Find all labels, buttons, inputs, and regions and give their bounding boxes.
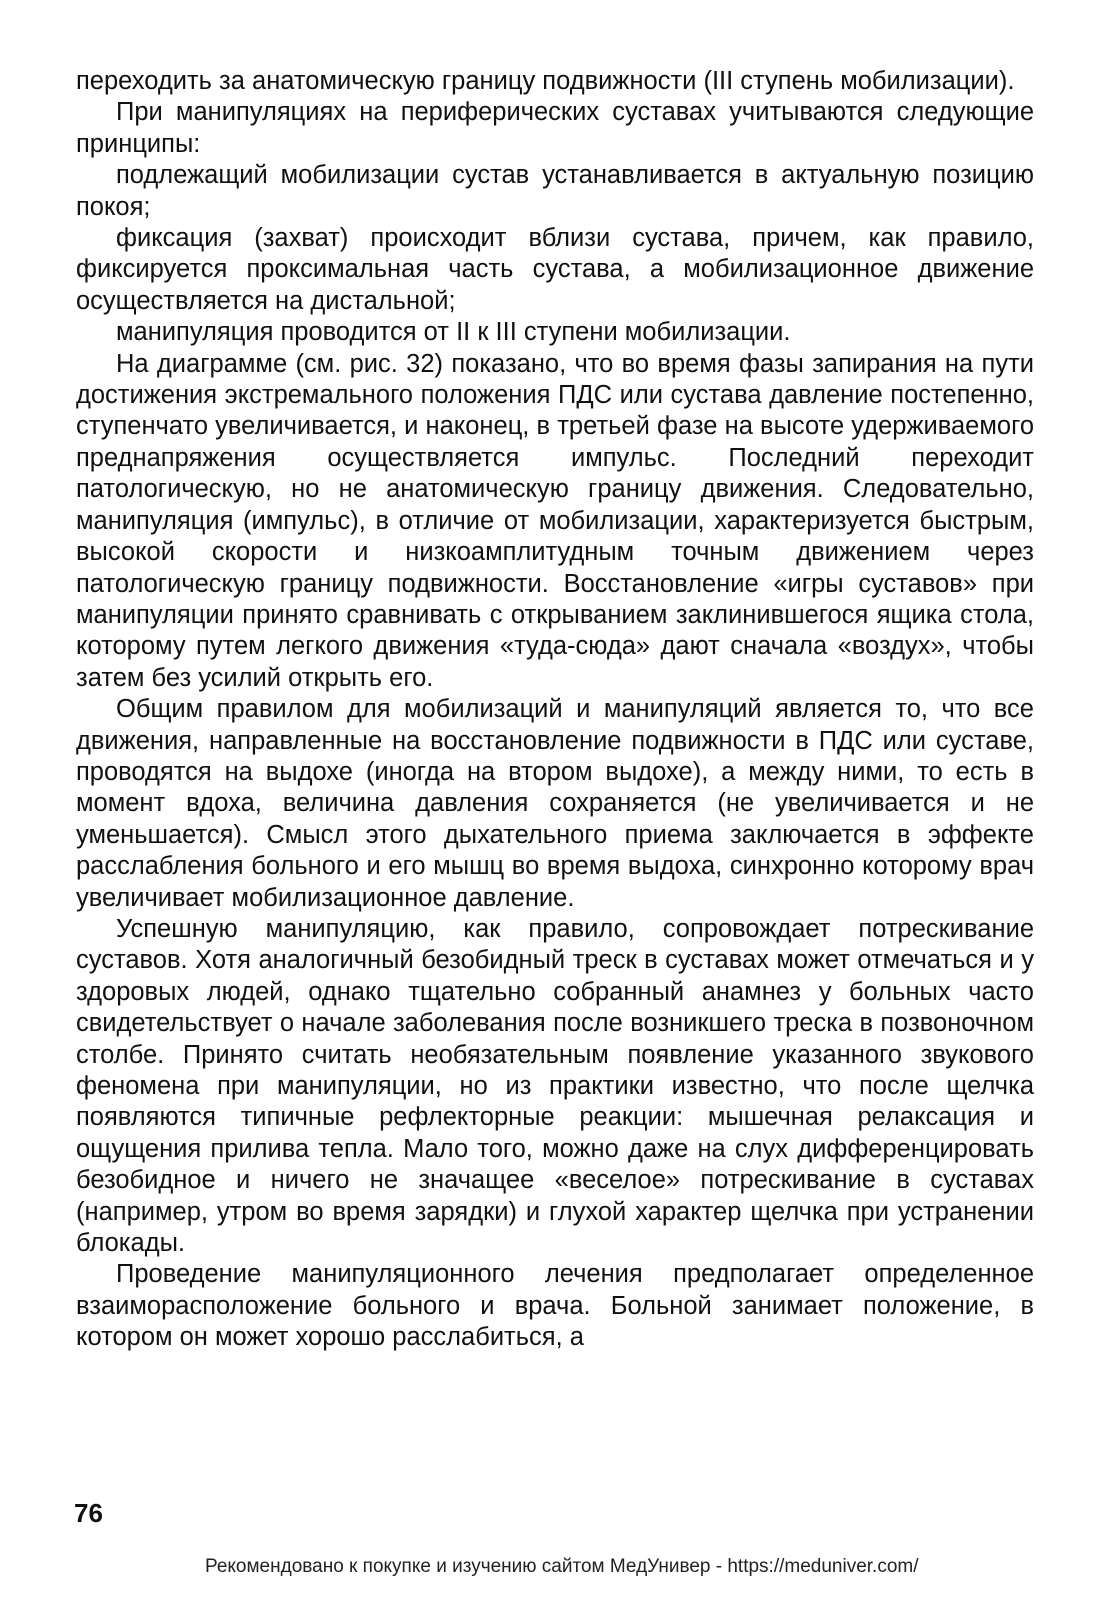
paragraph-principles-intro: При манипуляциях на периферических суставах учитываются следующие принципы: [76, 98, 1034, 158]
paragraph-positioning: Проведение манипуляционного лечения предполагает определенное взаиморасположение больного и врача. Больной занимает положение, в котором он может хорошо расслабиться, а [76, 1260, 1034, 1352]
paragraph-principle-rest-position: подлежащий мобилизации сустав устанавливается в актуальную позицию покоя; [76, 161, 1034, 221]
paragraph-principle-mobilization-level: манипуляция проводится от II к III ступени мобилизации. [116, 318, 791, 347]
body-text [76, 66, 1034, 1354]
paragraph-diagram-description: На диаграмме (см. рис. 32) показано, что во время фазы запирания на пути достижения экстремального положения ПДС или сустава давление постепенно, ступенчато увеличивается, и наконец, в третьей фазе на высоте удерживаемого преднапряжения осуществляется импульс. Последний переходит патологическую, но не анатомическую границу движения. Следовательно, манипуляция (импульс), в отличие от мобилизации, характеризуется быстрым, высокой скорости и низкоамплитудным точным движением через патологическую границу подвижности. Восстановление «игры суставов» при манипуляции принято сравнивать с открыванием заклинившегося ящика стола, которому путем легкого движения «туда-сюда» дают сначала «воздух», чтобы затем без усилий открыть его. [76, 349, 1034, 692]
paragraph-joint-cracking: Успешную манипуляцию, как правило, сопровождает потрескивание суставов. Хотя аналогичный безобидный треск в суставах может отмечаться и у здоровых людей, однако тщательно собранный анамнез у больных часто свидетельствует о начале заболевания после возникшего треска в позвоночном столбе. Принято считать необязательным появление указанного звукового феномена при манипуляции, но из практики известно, что после щелчка появляются типичные рефлекторные реакции: мышечная релаксация и ощущения прилива тепла. Мало того, можно даже на слух дифференцировать безобидное и ничего не значащее «веселое» потрескивание в суставах (например, утром во время зарядки) и глухой характер щелчка при устранении блокады. [76, 914, 1034, 1258]
paragraph-breathing-rule: Общим правилом для мобилизаций и манипуляций является то, что все движения, направленные на восстановление подвижности в ПДС или суставе, проводятся на выдохе (иногда на втором выдохе), а между ними, то есть в момент вдоха, величина давления сохраняется (не увеличивается и не уменьшается). Смысл этого дыхательного приема заключается в эффекте расслабления больного и его мышц во время выдоха, синхронно которому врач увеличивает мобилизационное давление. [76, 695, 1034, 912]
paragraph-principle-fixation: фиксация (захват) происходит вблизи сустава, причем, как правило, фиксируется проксимальная часть сустава, а мобилизационное движение осуществляется на дистальной; [76, 224, 1034, 315]
page-number: 76 [74, 1498, 103, 1528]
footer-watermark-text: Рекомендовано к покупке и изучению сайтом МедУнивер - https://meduniver.com/ [205, 1556, 919, 1577]
paragraph-continuation: переходить за анатомическую границу подвижности (III ступень мобилизации). [76, 67, 1015, 95]
